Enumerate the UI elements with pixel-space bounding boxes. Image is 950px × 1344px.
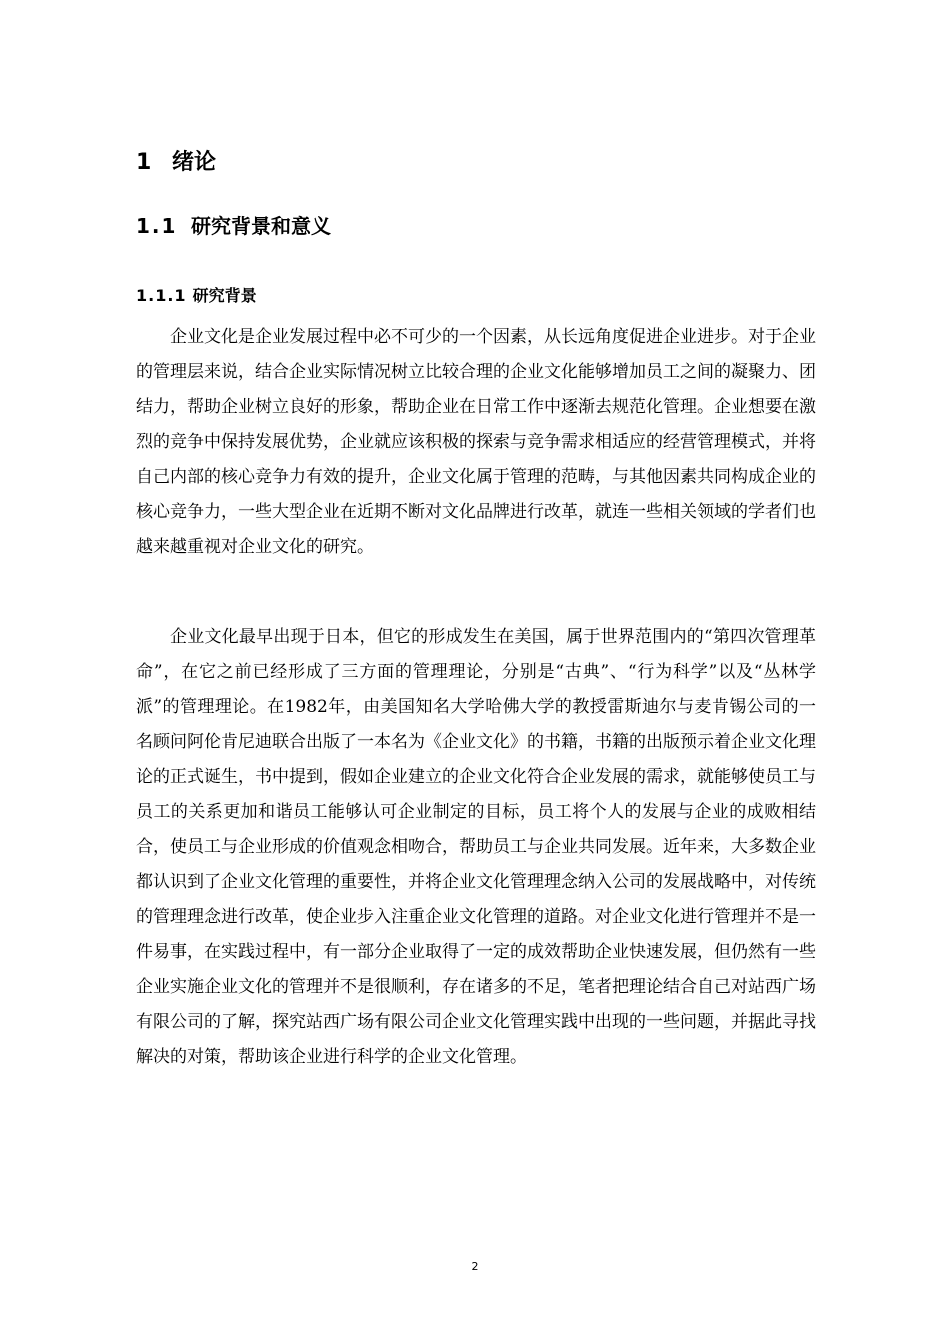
section-heading xyxy=(136,211,331,241)
subsection-title: 研究背景 xyxy=(192,286,257,305)
section-title: 研究背景和意义 xyxy=(191,214,331,238)
subsection-heading xyxy=(136,282,257,310)
section-number: 1.1 xyxy=(136,214,178,238)
paragraph-text: 企业文化最早出现于日本，但它的形成发生在美国，属于世界范围内的“第四次管理革命”，在它之前已经形成了三方面的管理理论，分别是“古典”、“行为科学”以及“丛林学派”的管理理论。在1982年，由美国知名大学哈佛大学的教授雷斯迪尔与麦肯锡公司的一名顾问阿伦肯尼迪联合出版了一本名为《企业文化》的书籍，书籍的出版预示着企业文化理论的正式诞生，书中提到，假如企业建立的企业文化符合企业发展的需求，就能够使员工与员工的关系更加和谐员工能够认可企业制定的目标，员工将个人的发展与企业的成败相结合，使员工与企业形成的价值观念相吻合，帮助员工与企业共同发展。近年来，大多数企业都认识到了企业文化管理的重要性，并将企业文化管理理念纳入公司的发展战略中，对传统的管理理念进行改革，使企业步入注重企业文化管理的道路。对企业文化进行管理并不是一件易事，在实践过程中，有一部分企业取得了一定的成效帮助企业快速发展，但仍然有一些企业实施企业文化的管理并不是很顺利，存在诸多的不足，笔者把理论结合自己对站西广场有限公司的了解，探究站西广场有限公司企业文化管理实践中出现的一些问题，并据此寻找解决的对策，帮助该企业进行科学的企业文化管理。 xyxy=(136,627,816,1067)
chapter-title: 绪论 xyxy=(172,150,217,175)
page-number: 2 xyxy=(471,1260,479,1273)
chapter-heading xyxy=(136,148,216,178)
body-paragraph-2 xyxy=(136,620,816,1075)
subsection-number: 1.1.1 xyxy=(136,286,187,305)
body-paragraph-1 xyxy=(136,320,816,565)
paragraph-text: 企业文化是企业发展过程中必不可少的一个因素，从长远角度促进企业进步。对于企业的管理层来说，结合企业实际情况树立比较合理的企业文化能够增加员工之间的凝聚力、团结力，帮助企业树立良好的形象，帮助企业在日常工作中逐渐去规范化管理。企业想要在激烈的竞争中保持发展优势，企业就应该积极的探索与竞争需求相适应的经营管理模式，并将自己内部的核心竞争力有效的提升，企业文化属于管理的范畴，与其他因素共同构成企业的核心竞争力，一些大型企业在近期不断对文化品牌进行改革，就连一些相关领域的学者们也越来越重视对企业文化的研究。 xyxy=(136,327,816,557)
chapter-number: 1 xyxy=(136,150,152,175)
